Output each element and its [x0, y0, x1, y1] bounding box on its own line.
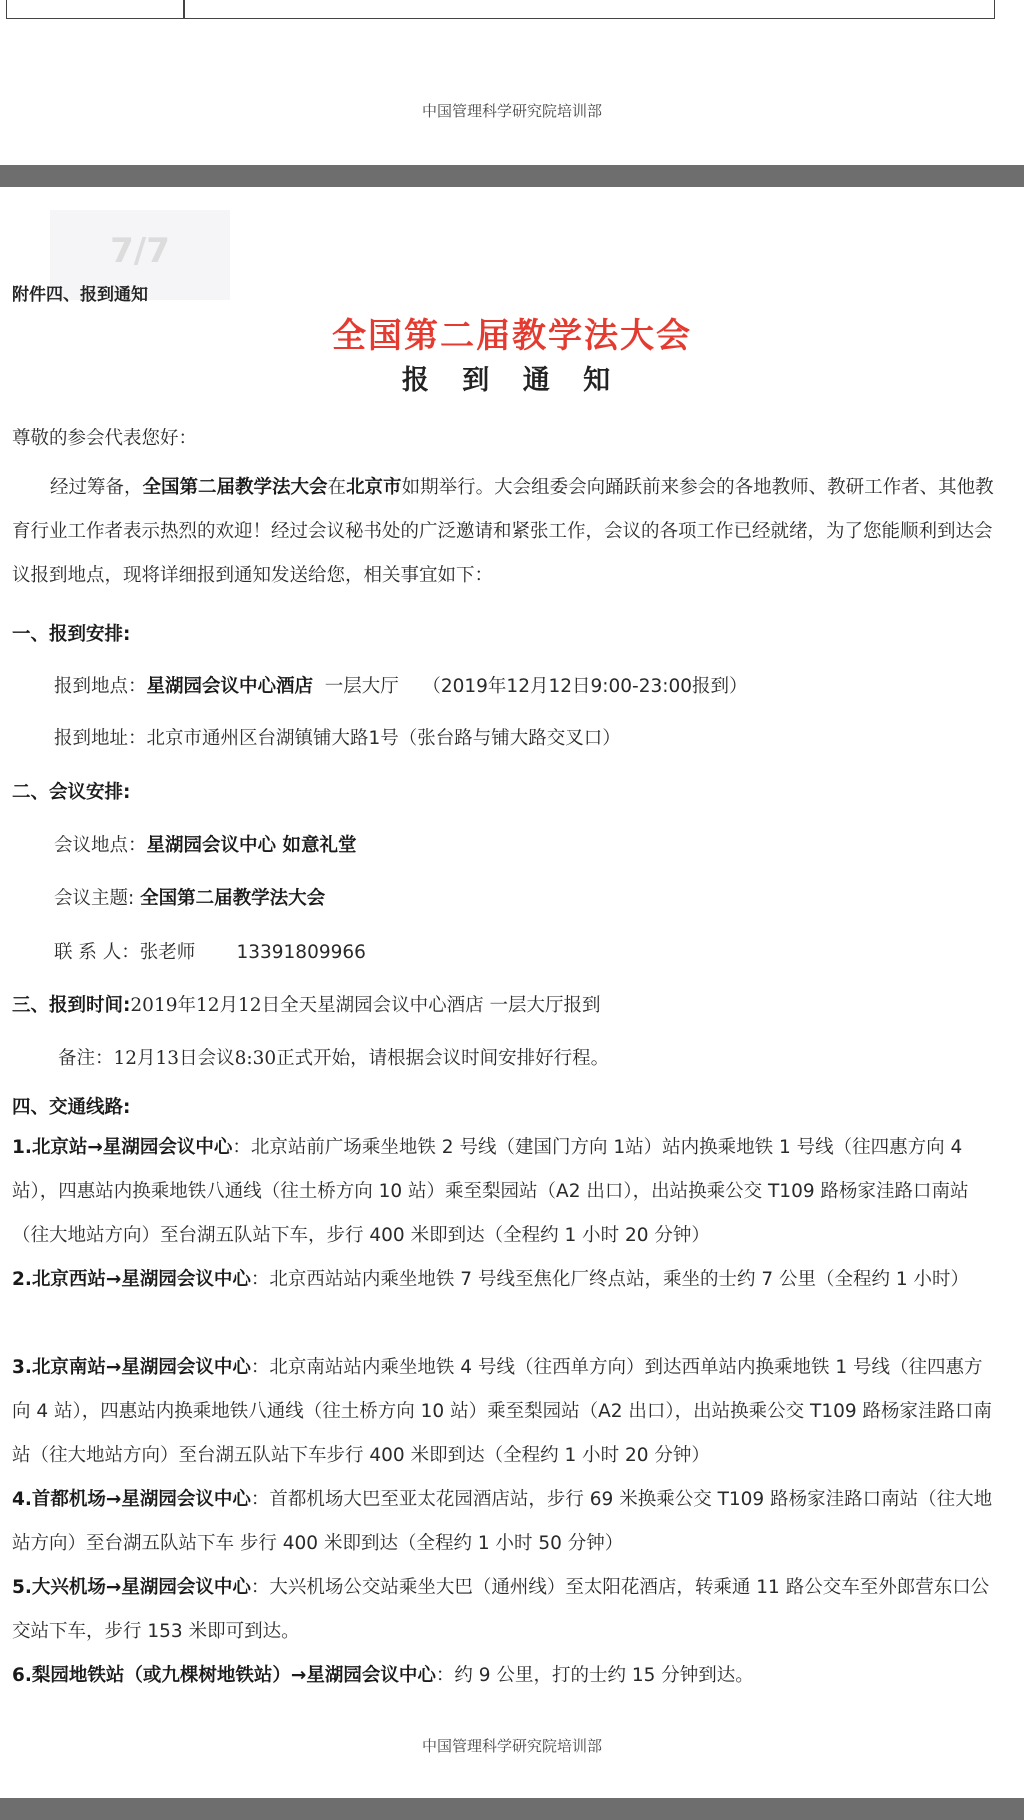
- table-fragment: [6, 0, 995, 19]
- page-number-watermark: 7/7: [50, 210, 230, 300]
- greeting: 尊敬的参会代表您好：: [12, 428, 198, 449]
- page-separator-bottom: [0, 1798, 1024, 1820]
- page-separator: [0, 165, 1024, 187]
- checkin-time: 三、报到时间:2019年12月12日全天星湖园会议中心酒店 一层大厅报到: [12, 995, 601, 1016]
- notice-title: 报 到 通 知: [401, 365, 623, 396]
- meeting-venue: 会议地点：星湖园会议中心 如意礼堂: [54, 835, 357, 856]
- intro-paragraph: 经过筹备，全国第二届教学法大会在北京市如期举行。大会组委会向踊跃前来参会的各地教师、教研工作者、其他教育行业工作者表示热烈的欢迎！经过会议秘书处的广泛邀请和紧张工作，会议的各项工作已经就绪，为了您能顺利到达会议报到地点，现将详细报到通知发送给您，相关事宜如下：: [12, 477, 994, 586]
- conference-title: 全国第二届教学法大会: [332, 316, 692, 356]
- contact-person: 联 系 人：张老师 13391809966: [54, 942, 366, 963]
- route-5: 5.大兴机场→星湖园会议中心：大兴机场公交站乘坐大巴（通州线）至太阳花酒店，转乘通 11 路公交车至外郎营东口公交站下车，步行 153 米即可到达。: [12, 1577, 990, 1642]
- section2-heading: 二、会议安排:: [12, 782, 131, 803]
- checkin-note: 备注：12月13日会议8:30正式开始，请根据会议时间安排好行程。: [58, 1048, 610, 1069]
- checkin-location: 报到地点：星湖园会议中心酒店 一层大厅 （2019年12月12日9:00-23:00报到）: [54, 676, 748, 697]
- table-divider: [183, 0, 185, 18]
- attachment-label: 附件四、报到通知: [12, 285, 148, 305]
- route-2: 2.北京西站→星湖园会议中心：北京西站站内乘坐地铁 7 号线至焦化厂终点站，乘坐的士约 7 公里（全程约 1 小时）: [12, 1269, 970, 1290]
- section4-heading: 四、交通线路:: [12, 1097, 131, 1118]
- meeting-theme: 会议主题: 全国第二届教学法大会: [54, 888, 326, 909]
- page-footer-top: 中国管理科学研究院培训部: [421, 102, 602, 120]
- page-footer-bottom: 中国管理科学研究院培训部: [421, 1737, 602, 1755]
- route-4: 4.首都机场→星湖园会议中心：首都机场大巴至亚太花园酒店站，步行 69 米换乘公交 T109 路杨家洼路口南站（往大地站方向）至台湖五队站下车 步行 400 米即到达（全程约 1 小时 50 分钟）: [12, 1489, 993, 1554]
- section1-heading: 一、报到安排:: [12, 624, 131, 645]
- route-6: 6.梨园地铁站（或九棵树地铁站）→星湖园会议中心：约 9 公里，打的士约 15 分钟到达。: [12, 1665, 754, 1686]
- checkin-address: 报到地址：北京市通州区台湖镇铺大路1号（张台路与铺大路交叉口）: [54, 728, 621, 749]
- route-3: 3.北京南站→星湖园会议中心：北京南站站内乘坐地铁 4 号线（往西单方向）到达西单站内换乘地铁 1 号线（往四惠方向 4 站），四惠站内换乘地铁八通线（往土桥方向 10 站）乘至梨园站（A2 出口），出站换乘公交 T109 路杨家洼路口南站（往大地站方向）至台湖五队站下车步行 400 米即到达（全程约 1 小时 20 分钟）: [12, 1357, 993, 1466]
- route-1: 1.北京站→星湖园会议中心：北京站前广场乘坐地铁 2 号线（建国门方向 1站）站内换乘地铁 1 号线（往四惠方向 4 站），四惠站内换乘地铁八通线（往土桥方向 10 站）乘至梨园站（A2 出口），出站换乘公交 T109 路杨家洼路口南站（往大地站方向）至台湖五队站下车，步行 400 米即到达（全程约 1 小时 20 分钟）: [12, 1137, 969, 1246]
